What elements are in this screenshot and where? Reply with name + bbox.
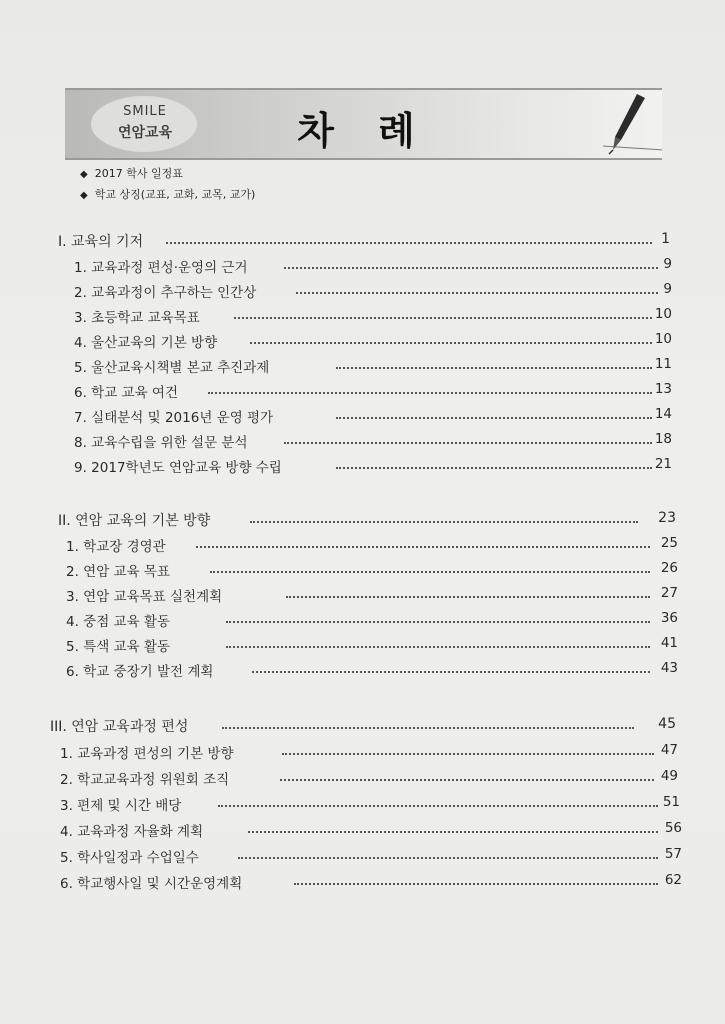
toc-item-label: 6. 학교 교육 여건 xyxy=(74,385,178,401)
dot-leader xyxy=(282,753,654,755)
pre-item-label: 학교 상징(교표, 교화, 교목, 교가) xyxy=(94,188,256,201)
toc-item-label: 2. 교육과정이 추구하는 인간상 xyxy=(74,285,257,301)
toc-item-label: 6. 학교행사일 및 시간운영계획 xyxy=(60,876,243,892)
toc-page-number: 51 xyxy=(662,794,680,810)
toc-item-label: 4. 중점 교육 활동 xyxy=(66,614,170,630)
dot-leader xyxy=(284,442,652,444)
toc-section-title: II. 연암 교육의 기본 방향 xyxy=(58,513,211,529)
toc-page-number: 43 xyxy=(660,660,678,676)
dot-leader xyxy=(222,727,634,729)
dot-leader xyxy=(226,646,650,648)
dot-leader xyxy=(286,596,650,598)
toc-item-label: 1. 교육과정 편성의 기본 방향 xyxy=(60,746,234,762)
logo-bottom-text: 연암교육 xyxy=(117,125,173,141)
dot-leader xyxy=(294,883,658,885)
toc-page-number: 13 xyxy=(654,381,672,397)
toc-item-label: 5. 특색 교육 활동 xyxy=(66,639,170,655)
toc-item-label: 8. 교육수립을 위한 설문 분석 xyxy=(74,435,248,451)
toc-section-title: III. 연암 교육과정 편성 xyxy=(50,719,189,735)
fountain-pen-icon xyxy=(597,90,662,158)
dot-leader xyxy=(226,621,650,623)
toc-page-number: 27 xyxy=(660,585,678,601)
toc-item-label: 1. 교육과정 편성·운영의 근거 xyxy=(74,260,248,276)
pre-item-label: 2017 학사 일정표 xyxy=(94,167,183,180)
toc-item-label: 7. 실태분석 및 2016년 운영 평가 xyxy=(74,410,274,426)
toc-page-number: 1 xyxy=(661,231,670,247)
toc-item-label: 4. 울산교육의 기본 방향 xyxy=(74,335,218,351)
toc-page-number: 47 xyxy=(660,742,678,758)
page-title: 차례 xyxy=(297,109,459,153)
dot-leader xyxy=(166,242,652,244)
toc-page-number: 36 xyxy=(660,610,678,626)
toc-page-number: 41 xyxy=(660,635,678,651)
diamond-bullet-icon: ◆ xyxy=(80,169,88,180)
header-banner xyxy=(65,88,662,160)
toc-page-number: 62 xyxy=(664,872,682,888)
toc-page-number: 57 xyxy=(664,846,682,862)
dot-leader xyxy=(336,417,652,419)
toc-page-number: 56 xyxy=(664,820,682,836)
toc-page-number: 25 xyxy=(660,535,678,551)
pre-item-symbols xyxy=(80,186,255,202)
toc-item-label: 4. 교육과정 자율화 계획 xyxy=(60,824,204,840)
toc-page-number: 18 xyxy=(654,431,672,447)
dot-leader xyxy=(208,392,652,394)
toc-page-number: 9 xyxy=(663,281,672,297)
dot-leader xyxy=(250,342,652,344)
dot-leader xyxy=(248,831,658,833)
diamond-bullet-icon: ◆ xyxy=(80,190,88,201)
toc-page-number: 23 xyxy=(658,510,676,526)
dot-leader xyxy=(210,571,650,573)
toc-page-number: 26 xyxy=(660,560,678,576)
dot-leader xyxy=(284,267,658,269)
toc-page-number: 49 xyxy=(660,768,678,784)
dot-leader xyxy=(234,317,652,319)
dot-leader xyxy=(296,292,658,294)
dot-leader xyxy=(238,857,658,859)
dot-leader xyxy=(250,521,638,523)
toc-page-number: 10 xyxy=(654,306,672,322)
toc-page-number: 14 xyxy=(654,406,672,422)
toc-item-label: 3. 연암 교육목표 실천계획 xyxy=(66,589,223,605)
pre-item-calendar xyxy=(80,165,183,181)
toc-item-label: 2. 학교교육과정 위원회 조직 xyxy=(60,772,230,788)
dot-leader xyxy=(336,467,652,469)
dot-leader xyxy=(196,546,650,548)
toc-item-label: 3. 초등학교 교육목표 xyxy=(74,310,200,326)
toc-page-number: 9 xyxy=(663,256,672,272)
dot-leader xyxy=(336,367,652,369)
toc-item-label: 5. 학사일정과 수업일수 xyxy=(60,850,199,866)
toc-item-label: 5. 울산교육시책별 본교 추진과제 xyxy=(74,360,270,376)
toc-page-number: 10 xyxy=(654,331,672,347)
toc-page-number: 21 xyxy=(654,456,672,472)
dot-leader xyxy=(252,671,650,673)
toc-page-number: 45 xyxy=(658,716,676,732)
toc-item-label: 6. 학교 중장기 발전 계획 xyxy=(66,664,214,680)
toc-page-number: 11 xyxy=(654,356,672,372)
toc-section-title: I. 교육의 기저 xyxy=(58,234,144,250)
logo-top-text: SMILE xyxy=(123,104,167,119)
toc-item-label: 3. 편제 및 시간 배당 xyxy=(60,798,182,814)
toc-item-label: 2. 연암 교육 목표 xyxy=(66,564,170,580)
dot-leader xyxy=(280,779,654,781)
toc-item-label: 9. 2017학년도 연암교육 방향 수립 xyxy=(74,460,282,476)
toc-item-label: 1. 학교장 경영관 xyxy=(66,539,166,555)
dot-leader xyxy=(218,805,658,807)
